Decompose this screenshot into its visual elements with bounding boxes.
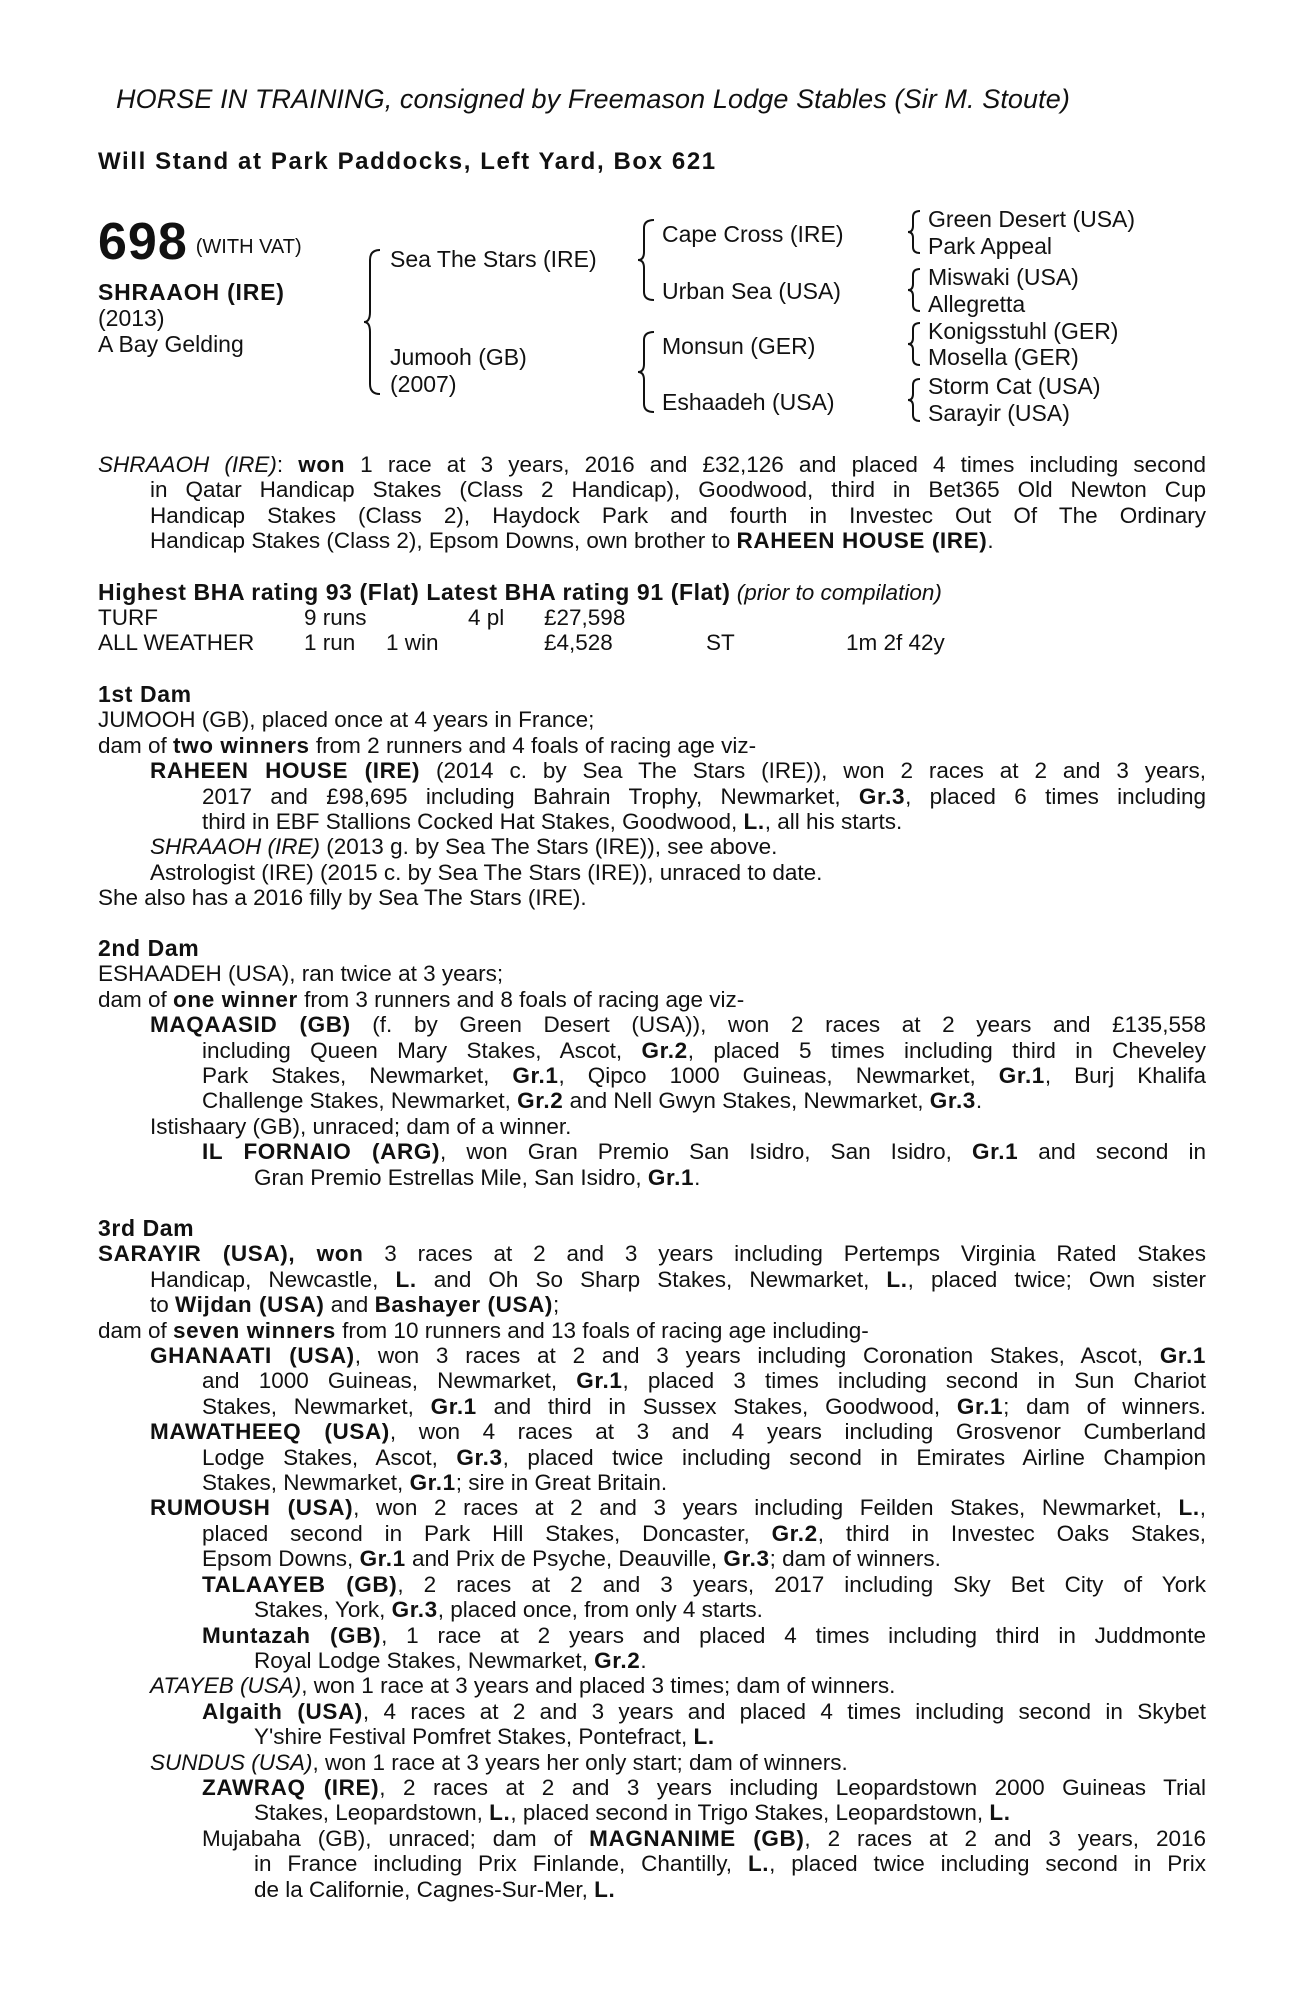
- sundus: SUNDUS (USA): [150, 1749, 313, 1775]
- third-dam-heading: 3rd Dam: [98, 1215, 195, 1241]
- lot-heading: [98, 212, 302, 272]
- muntazah: Muntazah (GB): [202, 1622, 382, 1648]
- pedigree-brace-sire: [636, 218, 656, 302]
- race-summary: SHRAAOH (IRE): won 1 race at 3 years, 2016 and £32,126 and placed 4 times including second in Qatar Handicap Stakes (Class 2 Handicap), Goodwood, third in Bet365 Old Newton Cup Handicap Stakes (Class 2), Haydock Park and fourth in Investec Out Of The Ordinary Handicap Stakes (Class 2), Epsom Downs, own brother to RAHEEN HOUSE (IRE).: [98, 452, 1206, 554]
- turf-runs: 9 runs: [304, 605, 367, 630]
- zawraq: ZAWRAQ (IRE): [202, 1774, 380, 1800]
- turf-prize: £27,598: [544, 605, 626, 630]
- pedigree-sire-sire: Cape Cross (IRE): [662, 221, 844, 247]
- pedigree-brace-g3: [906, 267, 922, 313]
- mawatheeq: MAWATHEEQ (USA): [150, 1419, 390, 1445]
- pedigree-brace-g5: [906, 321, 922, 367]
- summary-horse-name: SHRAAOH (IRE): [98, 452, 277, 477]
- il-fornaio: IL FORNAIO (ARG): [202, 1139, 441, 1165]
- pedigree-sire: Sea The Stars (IRE): [390, 246, 597, 272]
- ghanaati: GHANAATI (USA): [150, 1343, 355, 1369]
- aw-label: ALL WEATHER: [98, 630, 255, 655]
- pedigree-dam-dam: Eshaadeh (USA): [662, 389, 835, 415]
- pedigree-brace-main: [362, 248, 382, 396]
- pedigree-brace-dam: [636, 330, 656, 414]
- stand-location: Will Stand at Park Paddocks, Left Yard, Box 621: [98, 148, 717, 175]
- aw-wins: 1 win: [386, 630, 439, 655]
- sarayir: SARAYIR (USA), won: [98, 1241, 364, 1267]
- first-dam-section: 1st Dam JUMOOH (GB), placed once at 4 years in France; dam of two winners from 2 runners and 4 foals of racing age viz- RAHEEN HOUSE (IRE) (2014 c. by Sea The Stars (IRE)), won 2 races at 2 and 3 years, 2017 and £98,695 including Bahrain Trophy, Newmarket, Gr.3, placed 6 times including third in EBF Stallions Cocked Hat Stakes, Goodwood, L., all his starts. SHRAAOH (IRE) (2013 g. by Sea The Stars (IRE)), see above. Astrologist (IRE) (2015 c. by Sea The Stars (IRE)), unraced to date. She also has a 2016 filly by Sea The Stars (IRE).: [98, 681, 1206, 911]
- pedigree-g6: Mosella (GER): [928, 344, 1079, 370]
- pedigree-g2: Park Appeal: [928, 233, 1053, 259]
- atayeb: ATAYEB (USA): [150, 1673, 302, 1699]
- horse-description: A Bay Gelding: [98, 331, 244, 357]
- pedigree-dam-sire: Monsun (GER): [662, 333, 816, 359]
- pedigree-g8: Sarayir (USA): [928, 400, 1070, 426]
- aw-runs: 1 run: [304, 630, 356, 655]
- aw-prize: £4,528: [544, 630, 613, 655]
- pedigree-g1: Green Desert (USA): [928, 206, 1136, 232]
- pedigree-g7: Storm Cat (USA): [928, 373, 1101, 399]
- pedigree-g5: Konigsstuhl (GER): [928, 318, 1119, 344]
- horse-year: (2013): [98, 305, 165, 331]
- pedigree-sire-dam: Urban Sea (USA): [662, 278, 841, 304]
- pedigree-brace-g1: [906, 209, 922, 255]
- magnanime: MAGNANIME (GB): [589, 1825, 805, 1851]
- horse-name: SHRAAOH (IRE): [98, 279, 285, 305]
- vat-note: (WITH VAT): [195, 236, 302, 258]
- second-dam-section: 2nd Dam ESHAADEH (USA), ran twice at 3 years; dam of one winner from 3 runners and 8 foals of racing age viz- MAQAASID (GB) (f. by Green Desert (USA)), won 2 races at 2 years and £135,558 including Queen Mary Stakes, Ascot, Gr.2, placed 5 times including third in Cheveley Park Stakes, Newmarket, Gr.1, Qipco 1000 Guineas, Newmarket, Gr.1, Burj Khalifa Challenge Stakes, Newmarket, Gr.2 and Nell Gwyn Stakes, Newmarket, Gr.3. Istishaary (GB), unraced; dam of a winner. IL FORNAIO (ARG), won Gran Premio San Isidro, San Isidro, Gr.1 and second in Gran Premio Estrellas Mile, San Isidro, Gr.1.: [98, 935, 1206, 1190]
- aw-surface: ST: [706, 630, 735, 655]
- second-dam-heading: 2nd Dam: [98, 935, 200, 961]
- algaith: Algaith (USA): [202, 1698, 363, 1724]
- first-dam-heading: 1st Dam: [98, 681, 192, 707]
- pedigree-brace-g7: [906, 377, 922, 423]
- third-dam-section: 3rd Dam SARAYIR (USA), won 3 races at 2 and 3 years including Pertemps Virginia Rated Stakes Handicap, Newcastle, L. and Oh So Sharp Stakes, Newmarket, L., placed twice; Own sister to Wijdan (USA) and Bashayer (USA); dam of seven winners from 10 runners and 13 foals of racing age including- GHANAATI (USA), won 3 races at 2 and 3 years including Coronation Stakes, Ascot, Gr.1 and 1000 Guineas, Newmarket, Gr.1, placed 3 times including second in Sun Chariot Stakes, Newmarket, Gr.1 and third in Sussex Stakes, Goodwood, Gr.1; dam of winners. MAWATHEEQ (USA), won 4 races at 3 and 4 years including Grosvenor Cumberland Lodge Stakes, Ascot, Gr.3, placed twice including second in Emirates Airline Champion Stakes, Newmarket, Gr.1; sire in Great Britain. RUMOUSH (USA), won 2 races at 2 and 3 years including Feilden Stakes, Newmarket, L., placed second in Park Hill Stakes, Doncaster, Gr.2, third in Investec Oaks Stakes, Epsom Downs, Gr.1 and Prix de Psyche, Deauville, Gr.3; dam of winners. TALAAYEB (GB), 2 races at 2 and 3 years, 2017 including Sky Bet City of York Stakes, York, Gr.3, placed once, from only 4 starts. Muntazah (GB), 1 race at 2 years and placed 4 times including third in Juddmonte Royal Lodge Stakes, Newmarket, Gr.2. ATAYEB (USA), won 1 race at 3 years and placed 3 times; dam of winners. Algaith (USA), 4 races at 2 and 3 years and placed 4 times including second in Skybet Y'shire Festival Pomfret Stakes, Pontefract, L. SUNDUS (USA), won 1 race at 3 years her only start; dam of winners. ZAWRAQ (IRE), 2 races at 2 and 3 years including Leopardstown 2000 Guineas Trial Stakes, Leopardstown, L., placed second in Trigo Stakes, Leopardstown, L. Mujabaha (GB), unraced; dam of MAGNANIME (GB), 2 races at 2 and 3 years, 2016 in France including Prix Finlande, Chantilly, L., placed twice including second in Prix de la Californie, Cagnes-Sur-Mer, L.: [98, 1215, 1207, 1902]
- turf-label: TURF: [98, 605, 158, 630]
- ratings-heading: Highest BHA rating 93 (Flat) Latest BHA rating 91 (Flat) (prior to compilation): [98, 579, 942, 605]
- pedigree-g3: Miswaki (USA): [928, 264, 1079, 290]
- raheen-house: RAHEEN HOUSE (IRE): [150, 758, 421, 784]
- aw-distance: 1m 2f 42y: [846, 630, 945, 655]
- mujabaha: Mujabaha (GB), unraced; dam of: [202, 1825, 590, 1851]
- talaayeb: TALAAYEB (GB): [202, 1571, 398, 1597]
- consignment-header: HORSE IN TRAINING, consigned by Freemason Lodge Stables (Sir M. Stoute): [116, 84, 1070, 114]
- maqaasid: MAQAASID (GB): [150, 1012, 351, 1038]
- pedigree-dam-year: (2007): [390, 371, 457, 397]
- rumoush: RUMOUSH (USA): [150, 1495, 354, 1521]
- summary-sibling-name: RAHEEN HOUSE (IRE): [736, 528, 988, 554]
- turf-placed: 4 pl: [468, 605, 505, 630]
- pedigree-dam: Jumooh (GB): [390, 344, 527, 370]
- pedigree-g4: Allegretta: [928, 291, 1026, 317]
- lot-number: 698: [98, 213, 188, 271]
